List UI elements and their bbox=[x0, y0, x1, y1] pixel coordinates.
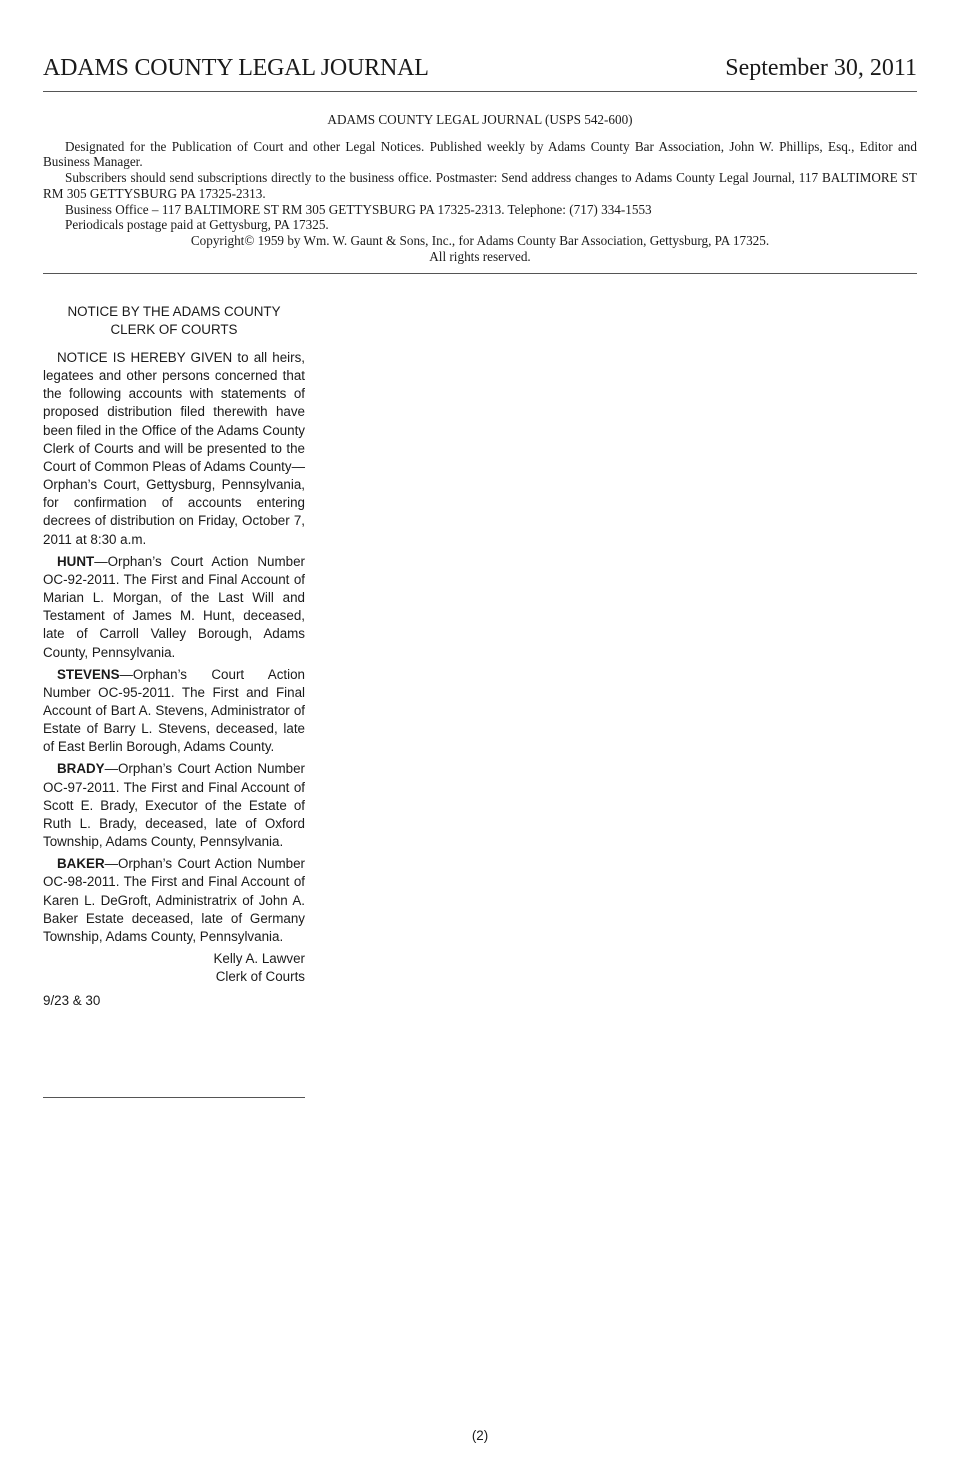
masthead-rule bbox=[43, 273, 917, 274]
estate-entry bbox=[43, 666, 305, 757]
notice-intro: NOTICE IS HEREBY GIVEN to all heirs, legatees and other persons concerned that the following accounts with statements of proposed distribution filed therewith have been filed in the Office of the Adams County Clerk of Courts and will be presented to the Court of Common Pleas of Adams County—Orphan’s Court, Gettysburg, Pennsylvania, for confirmation of accounts entering decrees of distribution on Friday, October 7, 2011 at 8:30 a.m. bbox=[43, 350, 305, 547]
estate-name: BRADY bbox=[57, 761, 105, 777]
estate-entry bbox=[43, 553, 305, 662]
masthead-copyright: Copyright© 1959 by Wm. W. Gaunt & Sons, Inc., for Adams County Bar Association, Gettysburg, PA 17325. bbox=[190, 232, 770, 248]
masthead-periodicals: Periodicals postage paid at Gettysburg, PA 17325. bbox=[65, 217, 329, 233]
estate-text: —Orphan’s Court Action Number OC-98-2011. The First and Final Account of Karen L. DeGroft, Administratrix of John A. Baker Estate deceased, late of Germany Township, Adams County, Pennsylvania. bbox=[43, 856, 305, 944]
masthead-rights: All rights reserved. bbox=[429, 248, 531, 264]
masthead-designated: Designated for the Publication of Court and other Legal Notices. Published weekly by Adams County Bar Association, John W. Phillips, Esq., Editor and Business Manager. bbox=[43, 138, 917, 170]
estate-text: —Orphan’s Court Action Number OC-95-2011. The First and Final Account of Bart A. Stevens, Administrator of Estate of Barry L. Stevens, deceased, late of East Berlin Borough, Adams County. bbox=[43, 666, 305, 755]
masthead-subscribers: Subscribers should send subscriptions directly to the business office. Postmaster: Send address changes to Adams County Legal Journal, 117 BALTIMORE ST RM 305 GETTYSBURG PA 17325-2313. bbox=[43, 170, 917, 201]
issue-date: September 30, 2011 bbox=[725, 55, 917, 81]
estate-name: STEVENS bbox=[57, 666, 120, 682]
clerk-notice bbox=[43, 303, 305, 1010]
masthead bbox=[43, 112, 917, 264]
notice-heading-line1: NOTICE BY THE ADAMS COUNTY bbox=[67, 304, 281, 319]
notice-heading-line2: CLERK OF COURTS bbox=[110, 322, 238, 337]
signature-name: Kelly A. Lawver bbox=[213, 951, 305, 966]
masthead-business-office: Business Office – 117 BALTIMORE ST RM 305 GETTYSBURG PA 17325-2313. Telephone: (717) 334-1553 bbox=[65, 201, 652, 217]
publication-dates: 9/23 & 30 bbox=[43, 993, 101, 1008]
running-head bbox=[43, 55, 917, 87]
notice-heading bbox=[43, 303, 305, 339]
signature-title: Clerk of Courts bbox=[215, 969, 305, 984]
masthead-title: ADAMS COUNTY LEGAL JOURNAL (USPS 542-600) bbox=[327, 112, 633, 127]
estate-text: —Orphan’s Court Action Number OC-97-2011. The First and Final Account of Scott E. Brady, Executor of the Estate of Ruth L. Brady, deceased, late of Oxford Township, Adams County, Pennsylvania. bbox=[43, 761, 305, 850]
signature-block bbox=[43, 950, 305, 986]
estate-name: HUNT bbox=[57, 553, 95, 569]
journal-name: ADAMS COUNTY LEGAL JOURNAL bbox=[43, 55, 429, 81]
notice-end-rule bbox=[43, 1097, 305, 1098]
estate-entry bbox=[43, 760, 305, 851]
header-rule bbox=[43, 91, 917, 92]
estate-entry bbox=[43, 855, 305, 946]
estate-name: BAKER bbox=[57, 856, 105, 872]
estate-text: —Orphan’s Court Action Number OC-92-2011. The First and Final Account of Marian L. Morgan, of the Last Will and Testament of James M. Hunt, deceased, late of Carroll Valley Borough, Adams County, Pennsylvania. bbox=[43, 553, 305, 660]
page-number: (2) bbox=[471, 1428, 489, 1443]
